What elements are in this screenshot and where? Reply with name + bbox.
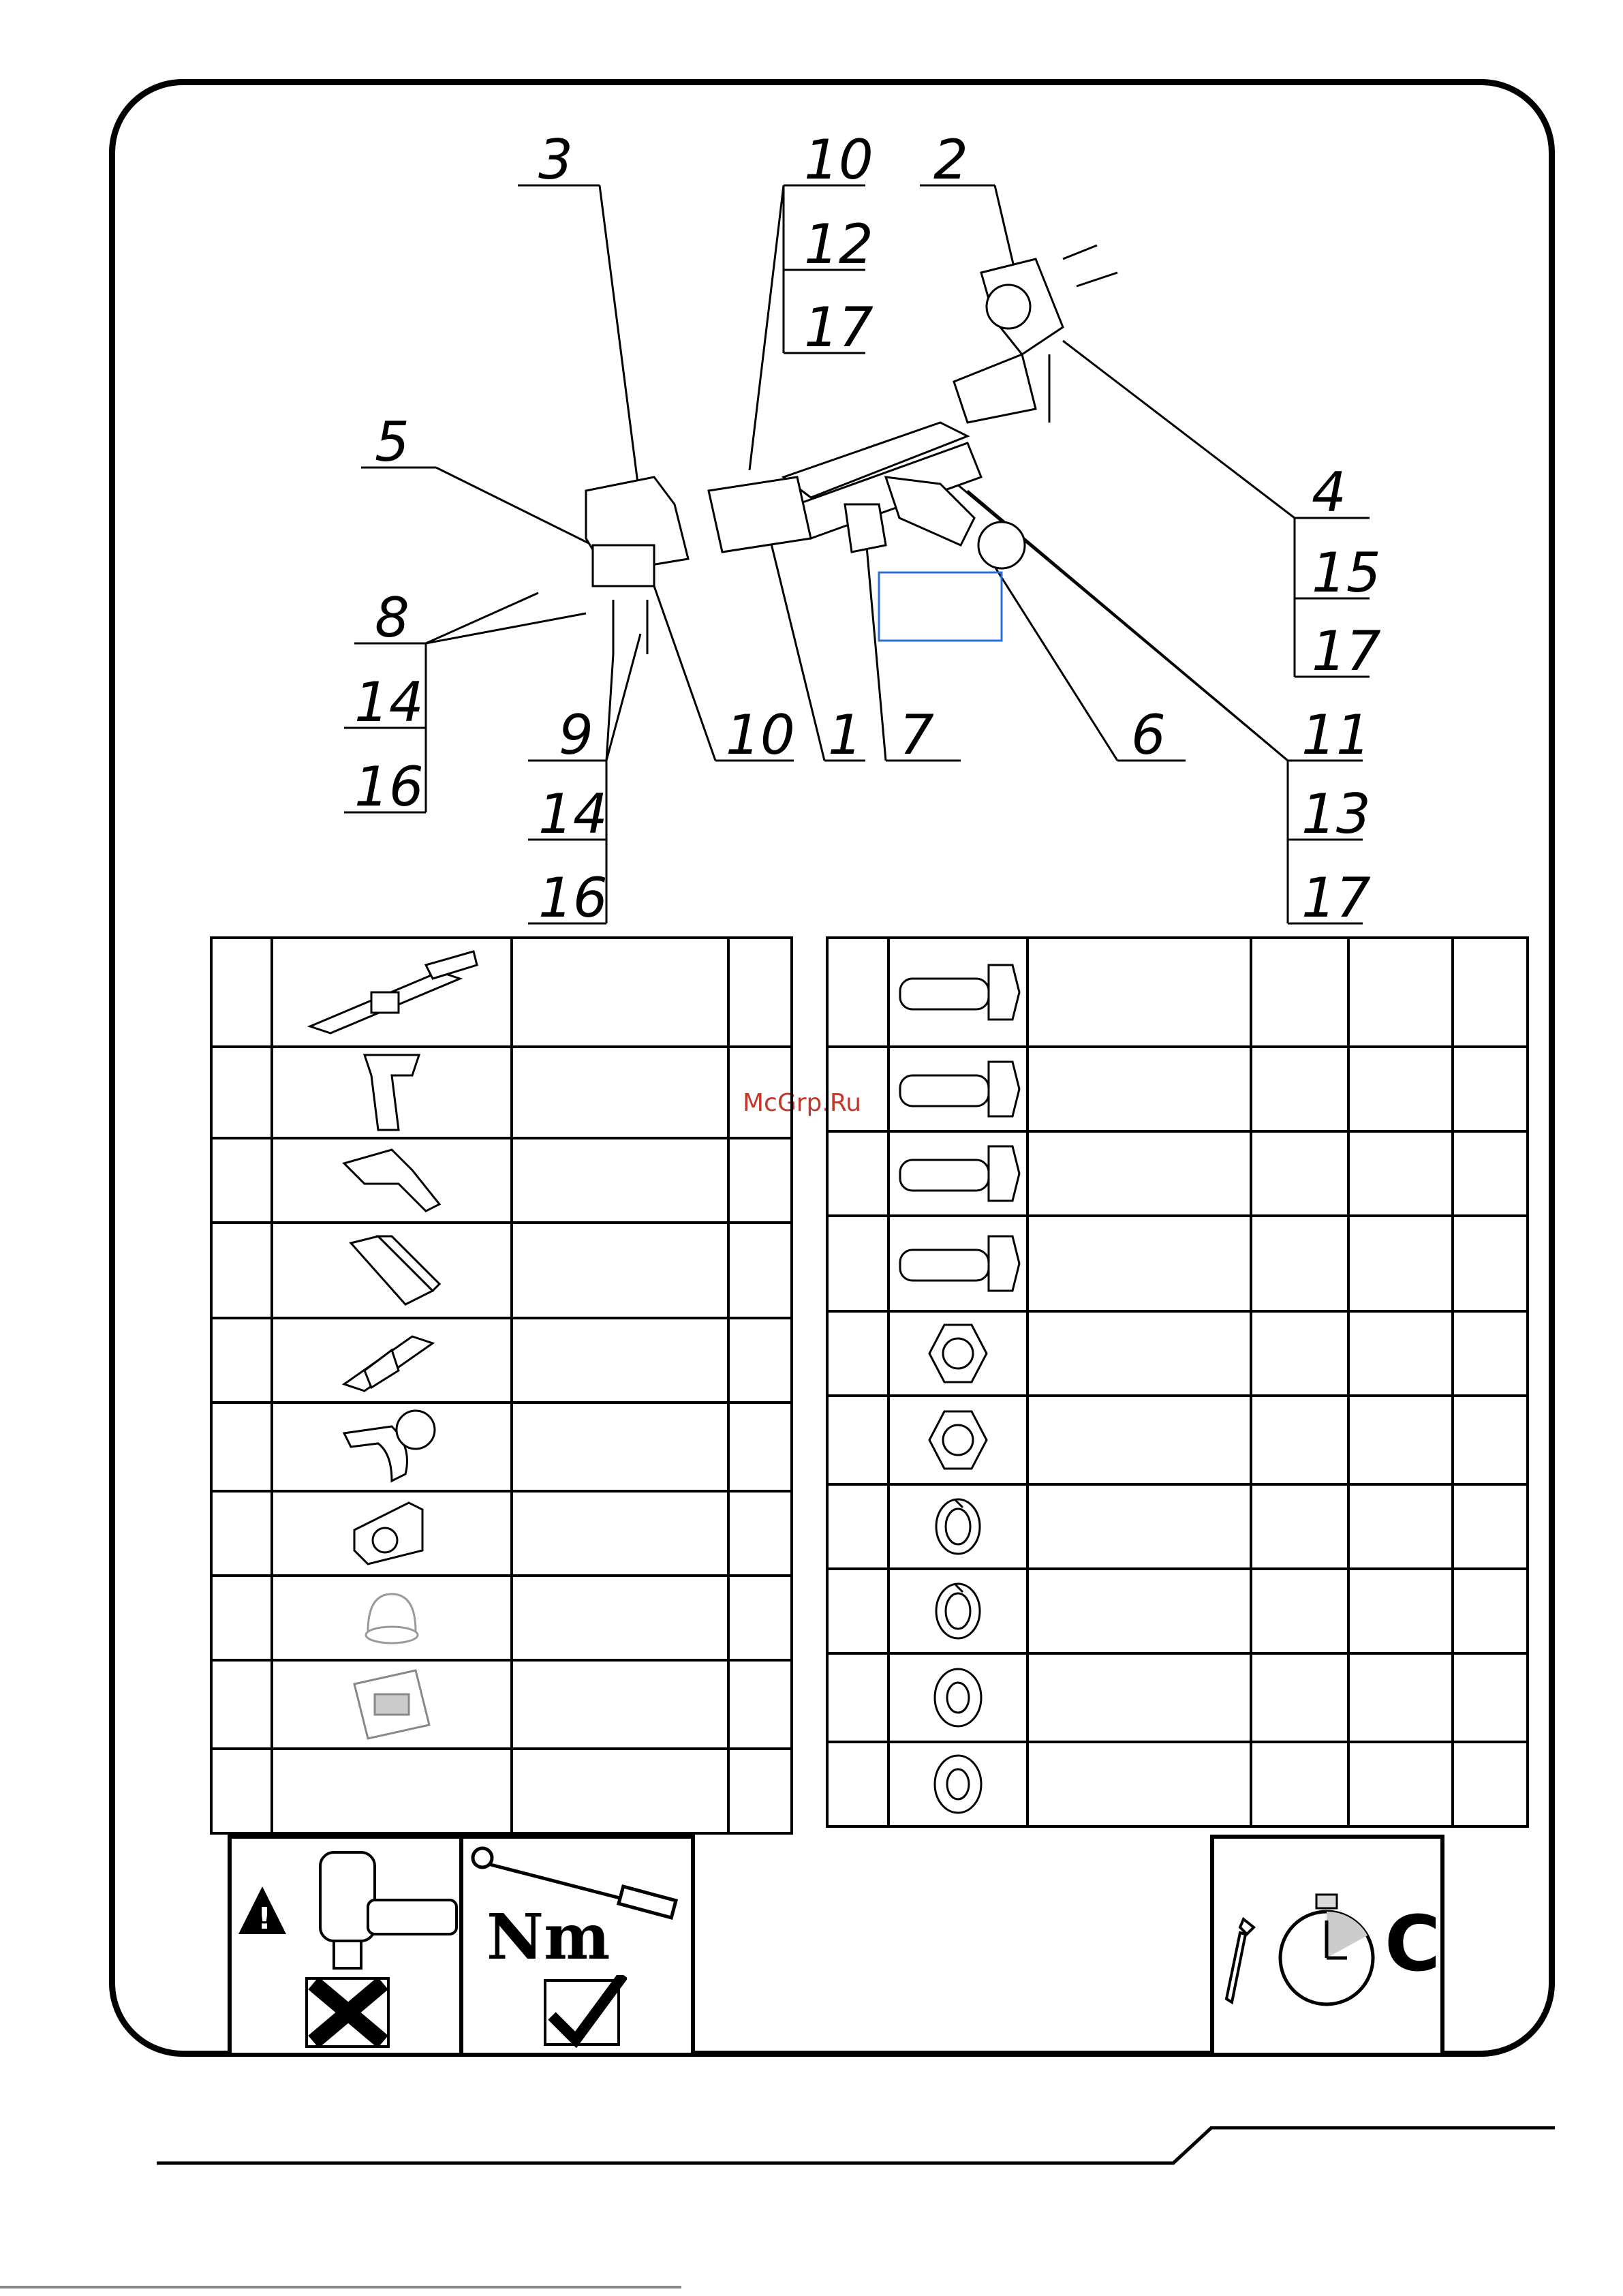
callout-4: 4	[1312, 461, 1346, 524]
callout-1: 1	[828, 703, 863, 767]
callout-8: 8	[375, 586, 409, 649]
callout-11: 11	[1301, 703, 1371, 767]
parts-table-right	[826, 936, 1529, 1828]
no-impact-wrench-sign	[228, 1835, 463, 2057]
callout-10-top: 10	[804, 128, 874, 192]
mounting-plate-2-icon	[337, 1323, 446, 1398]
table-row	[827, 1742, 1528, 1826]
footer-rule	[157, 2126, 1555, 2167]
manual-icon	[347, 1664, 436, 1745]
svg-text:!: !	[258, 1901, 272, 1936]
table-row	[211, 1138, 792, 1223]
installation-time-sign	[1210, 1835, 1444, 2057]
bolt-icon	[893, 955, 1023, 1030]
callout-13: 13	[1301, 782, 1371, 846]
callout-7: 7	[899, 703, 934, 767]
bolt-icon	[893, 1136, 1023, 1211]
time-unit-label: C	[1385, 1900, 1441, 1989]
callout-2: 2	[933, 128, 968, 192]
bolt-icon	[893, 1052, 1023, 1127]
parts-table-left	[210, 936, 793, 1835]
torque-wrench-sign	[459, 1835, 695, 2057]
impact-wrench-warning-icon	[232, 1839, 459, 2053]
table-row	[827, 938, 1528, 1047]
ball-cap-icon	[354, 1584, 429, 1652]
callout-16-mid: 16	[538, 866, 608, 930]
table-row	[211, 1749, 792, 1833]
callout-9: 9	[559, 703, 593, 767]
table-row	[211, 1660, 792, 1749]
bolt-icon	[893, 1226, 1023, 1301]
table-row	[211, 1491, 792, 1576]
callout-15: 15	[1312, 541, 1381, 604]
table-row	[827, 1396, 1528, 1484]
callout-17-bottom: 17	[1301, 866, 1371, 930]
callout-14-left: 14	[354, 671, 424, 734]
watermark: McGrp.Ru	[743, 1089, 862, 1117]
table-row	[827, 1216, 1528, 1311]
wrench-icon	[1220, 1914, 1261, 2009]
callout-17-top: 17	[804, 296, 874, 359]
callout-16-left: 16	[354, 755, 424, 818]
table-row	[211, 1223, 792, 1318]
stopwatch-icon	[1276, 1893, 1378, 2009]
callout-6: 6	[1131, 703, 1166, 767]
table-row	[827, 1047, 1528, 1131]
callout-12: 12	[804, 213, 874, 276]
flat-washer-icon	[927, 1664, 989, 1732]
tow-bar-crossbeam-icon	[303, 945, 480, 1040]
table-row	[211, 938, 792, 1047]
spring-washer-icon	[927, 1493, 989, 1561]
table-row	[827, 1569, 1528, 1653]
bottom-rule	[0, 2286, 681, 2289]
table-row	[211, 1576, 792, 1660]
nut-icon	[924, 1319, 992, 1388]
table-row	[827, 1131, 1528, 1216]
table-row	[827, 1484, 1528, 1569]
checkmark-icon	[538, 1975, 627, 2050]
callout-14-mid: 14	[538, 782, 608, 846]
tow-ball-neck-icon	[337, 1406, 446, 1488]
table-row	[827, 1311, 1528, 1396]
mounting-plate-icon	[337, 1229, 446, 1311]
flat-washer-icon	[927, 1750, 989, 1818]
bracket-left-icon	[337, 1143, 446, 1218]
callout-3: 3	[538, 128, 573, 192]
bracket-right-icon	[351, 1048, 433, 1137]
table-row	[211, 1047, 792, 1138]
torque-unit-label: Nm	[486, 1900, 610, 1974]
table-row	[211, 1403, 792, 1491]
callout-17-right: 17	[1312, 619, 1381, 683]
spring-washer-icon	[927, 1577, 989, 1645]
callout-5: 5	[375, 410, 409, 474]
socket-plate-icon	[347, 1496, 436, 1571]
callout-10-bottom: 10	[726, 703, 795, 767]
table-row	[827, 1653, 1528, 1742]
table-row	[211, 1318, 792, 1403]
nut-icon	[924, 1406, 992, 1474]
exploded-diagram	[0, 0, 1623, 940]
